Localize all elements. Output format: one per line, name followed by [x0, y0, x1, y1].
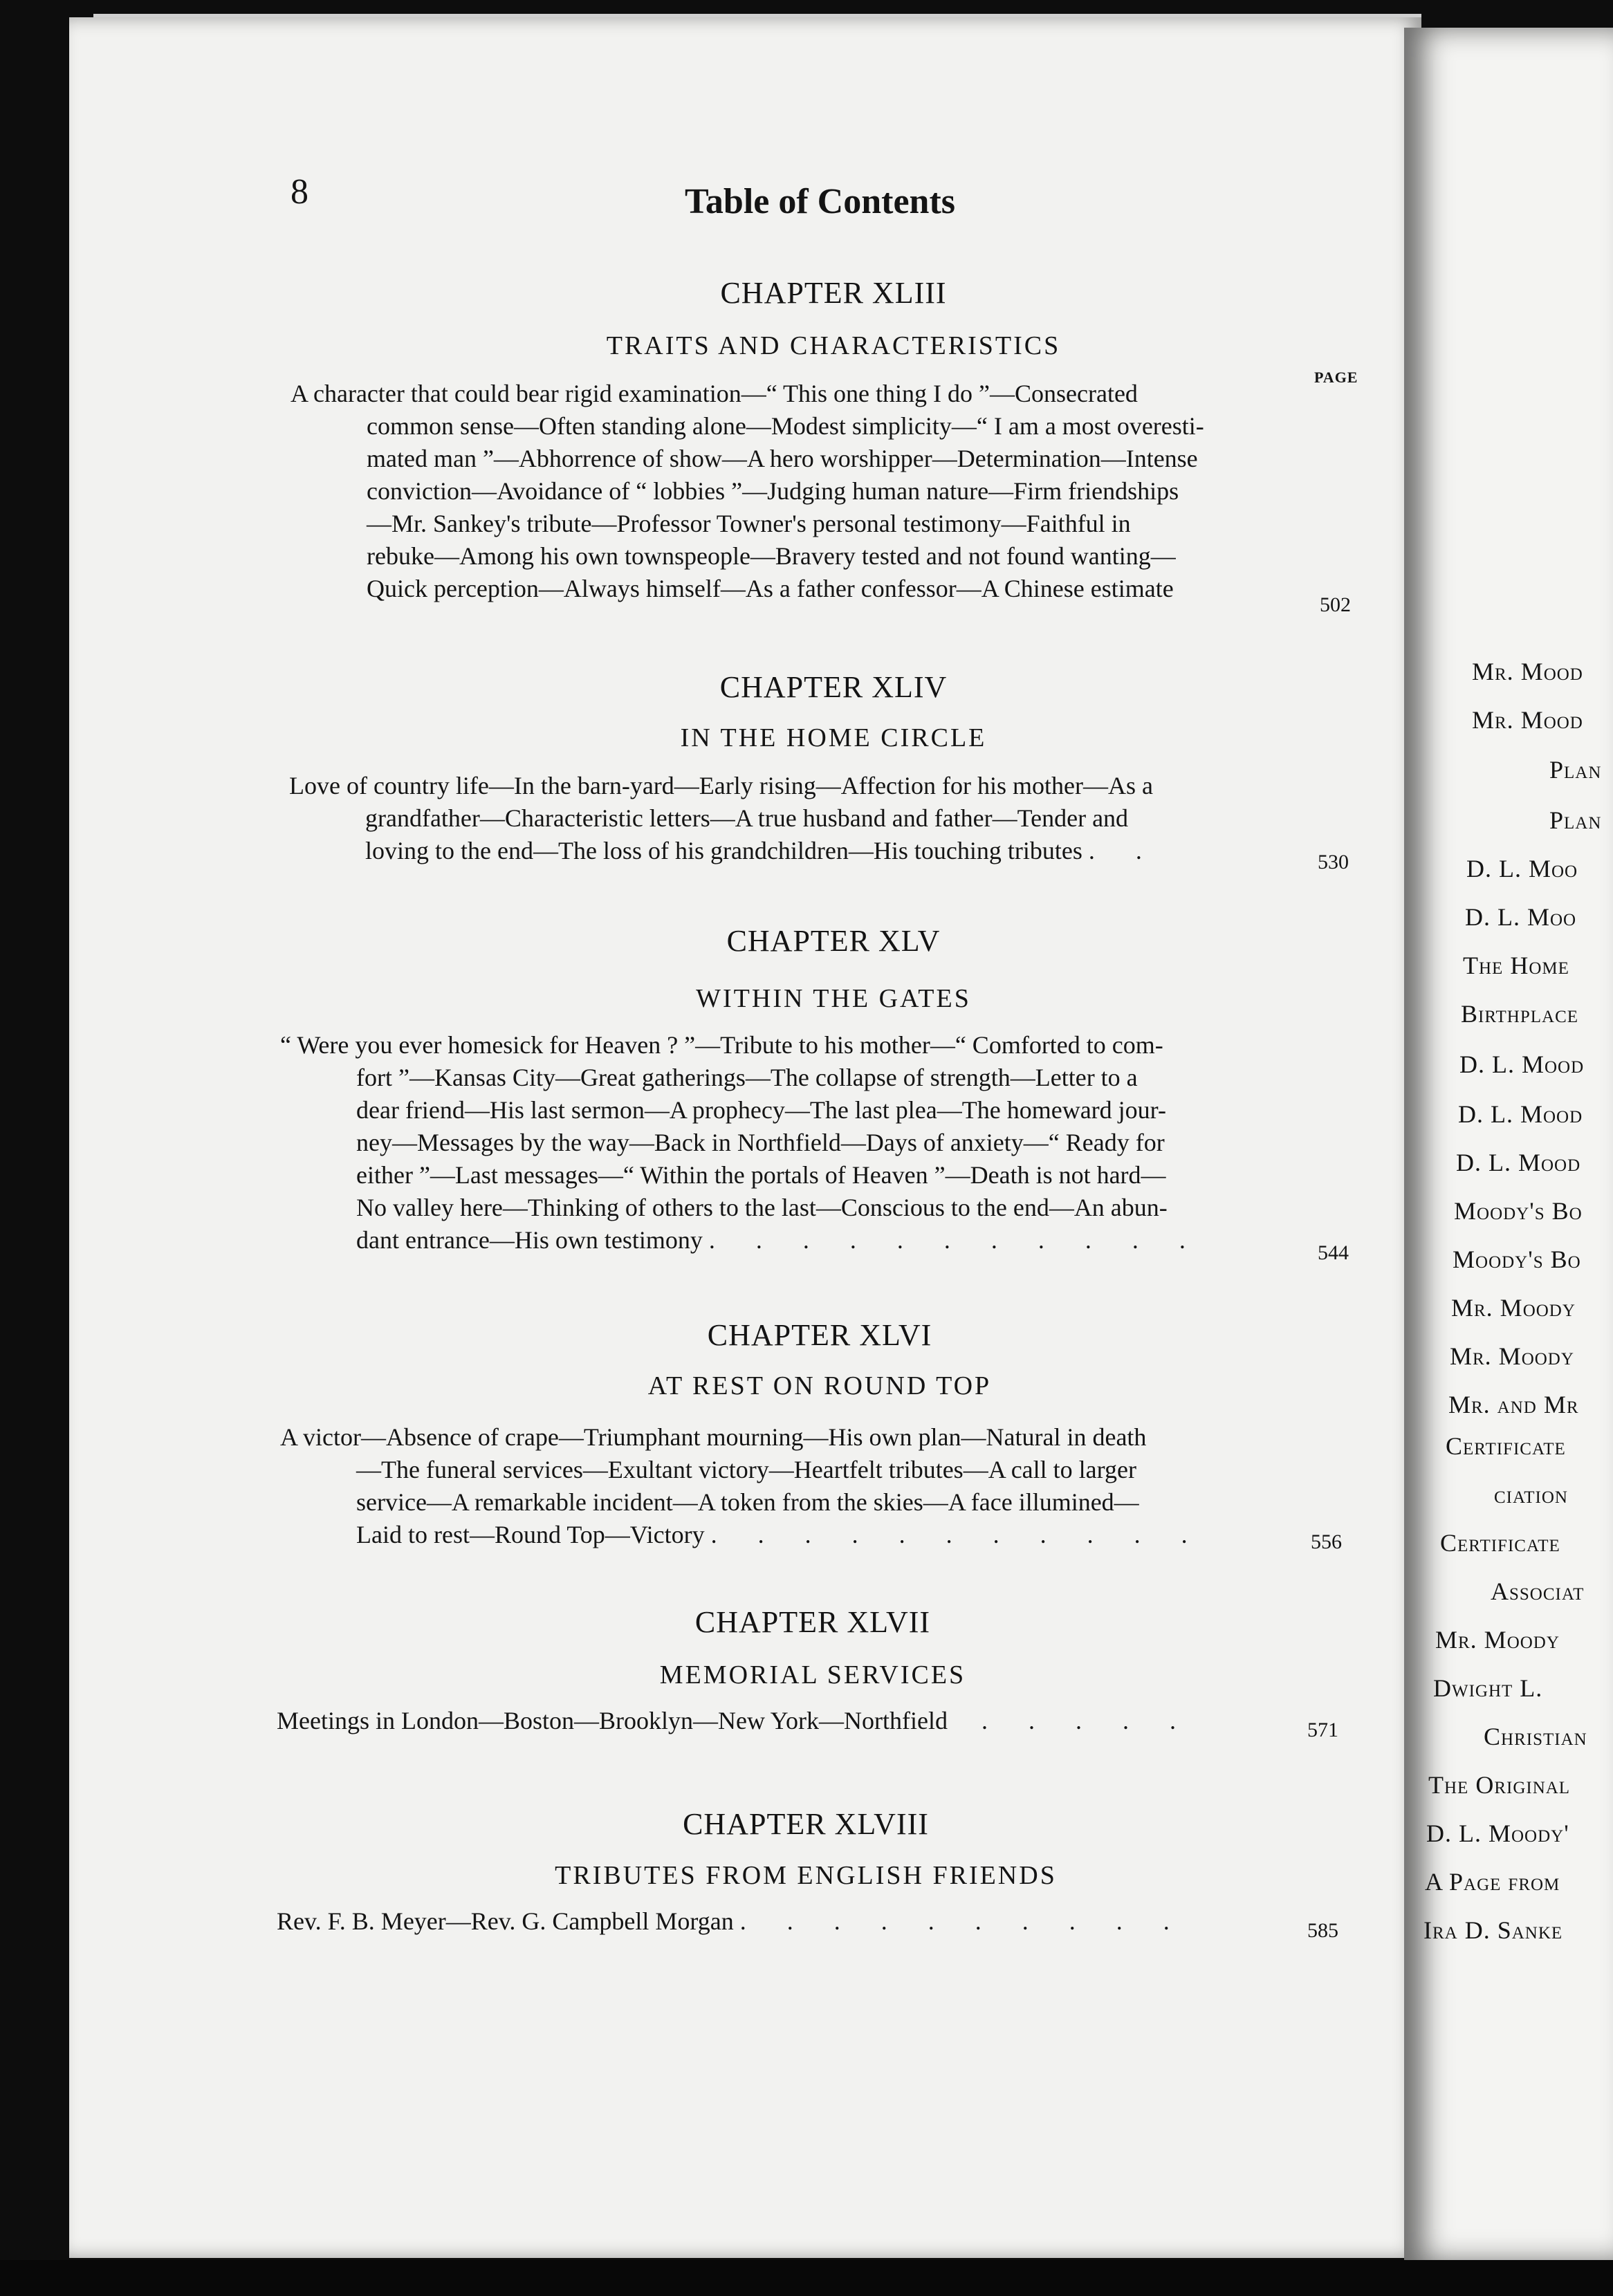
entry-line: common sense—Often standing alone—Modest simplicity—“ I am a most overesti-	[367, 412, 1204, 440]
facing-page-line: Associat	[1491, 1577, 1585, 1605]
facing-page-line: The Original	[1428, 1771, 1571, 1799]
dot-leader: . . . . . . . . . .	[739, 1907, 1187, 1935]
facing-page-line: Moody's Bo	[1453, 1246, 1581, 1273]
entry-line	[277, 1705, 1193, 1737]
entry-line-text: loving to the end—The loss of his grandchildren—His touching tributes	[365, 837, 1082, 864]
dot-leader: . .	[1088, 837, 1159, 864]
chapter-heading: CHAPTER XLV	[726, 924, 941, 958]
dot-leader: . . . . . . . . . . .	[710, 1521, 1205, 1548]
chapter-entry	[289, 770, 1159, 867]
facing-page-line: Mr. Moody	[1451, 1294, 1576, 1322]
entry-line-text: Laid to rest—Round Top—Victory	[356, 1521, 705, 1548]
facing-page-line: The Home	[1463, 952, 1569, 979]
chapter-entry	[277, 1705, 1193, 1737]
chapter-subtitle: TRAITS AND CHARACTERISTICS	[606, 331, 1061, 360]
chapter-heading: CHAPTER XLIII	[720, 276, 947, 310]
entry-line	[289, 835, 1159, 867]
facing-page-line: Mr. Moody	[1435, 1626, 1560, 1654]
entry-line: grandfather—Characteristic letters—A true husband and father—Tender and	[365, 804, 1129, 832]
entry-line: A victor—Absence of crape—Triumphant mourning—His own plan—Natural in death	[280, 1423, 1147, 1451]
facing-page-line: D. L. Moo	[1466, 855, 1578, 882]
entry-line: mated man ”—Abhorrence of show—A hero worshipper—Determination—Intense	[367, 445, 1198, 472]
entry-line: Quick perception—Always himself—As a father confessor—A Chinese estimate	[367, 575, 1174, 602]
page-reference: 585	[1307, 1919, 1338, 1942]
entry-line: rebuke—Among his own townspeople—Bravery tested and not found wanting—	[367, 542, 1176, 570]
facing-page-line: Mr. Mood	[1472, 658, 1583, 685]
entry-line: fort ”—Kansas City—Great gatherings—The collapse of strength—Letter to a	[356, 1064, 1138, 1091]
running-head: Table of Contents	[685, 182, 956, 221]
chapter-entry	[291, 378, 1204, 605]
chapter-subtitle: MEMORIAL SERVICES	[659, 1660, 966, 1689]
chapter-subtitle: AT REST ON ROUND TOP	[647, 1371, 992, 1400]
entry-line-text: Rev. F. B. Meyer—Rev. G. Campbell Morgan	[277, 1907, 734, 1935]
facing-page-line: Dwight L.	[1433, 1674, 1543, 1702]
chapter-subtitle: IN THE HOME CIRCLE	[680, 723, 987, 752]
entry-line: —The funeral services—Exultant victory—Heartfelt tributes—A call to larger	[356, 1456, 1136, 1483]
scan-bottom-border	[0, 2260, 1613, 2296]
entry-line-text: dant entrance—His own testimony	[356, 1226, 703, 1254]
page-reference: 530	[1318, 851, 1349, 873]
chapter-entry	[277, 1905, 1187, 1938]
facing-page-line: Mr. Moody	[1450, 1342, 1574, 1370]
page-number: 8	[291, 172, 308, 212]
facing-page-line: A Page from	[1425, 1868, 1560, 1896]
entry-line: either ”—Last messages—“ Within the portals of Heaven ”—Death is not hard—	[356, 1161, 1166, 1189]
dot-leader: . . . . . . . . . . .	[708, 1226, 1203, 1254]
chapter-entry	[280, 1029, 1203, 1257]
facing-page-line: D. L. Mood	[1458, 1100, 1583, 1128]
chapter-heading: CHAPTER XLVI	[707, 1318, 932, 1352]
entry-line: conviction—Avoidance of “ lobbies ”—Judging human nature—Firm friendships	[367, 477, 1179, 505]
facing-page-line: Mr. Mood	[1472, 706, 1583, 734]
entry-line-text: Meetings in London—Boston—Brooklyn—New York—Northfield	[277, 1707, 948, 1734]
chapter-heading: CHAPTER XLVIII	[683, 1807, 929, 1841]
facing-page-line: Moody's Bo	[1454, 1197, 1583, 1225]
chapter-subtitle: WITHIN THE GATES	[696, 984, 971, 1013]
facing-page-line: Christian	[1484, 1723, 1587, 1750]
page-column-label: PAGE	[1314, 369, 1358, 386]
chapter-subtitle: TRIBUTES FROM ENGLISH FRIENDS	[555, 1861, 1057, 1890]
facing-page-line: Ira D. Sanke	[1423, 1916, 1563, 1944]
entry-line	[280, 1519, 1205, 1551]
chapter-heading: CHAPTER XLVII	[694, 1605, 931, 1639]
chapter-entry	[280, 1421, 1205, 1551]
facing-page-line: Mr. and Mr	[1448, 1391, 1579, 1418]
entry-line: dear friend—His last sermon—A prophecy—The last plea—The homeward jour-	[356, 1096, 1166, 1124]
entry-line: “ Were you ever homesick for Heaven ? ”—Tribute to his mother—“ Comforted to com-	[280, 1031, 1163, 1059]
page-reference: 502	[1320, 593, 1351, 616]
page-reference: 556	[1311, 1530, 1342, 1553]
page-reference: 571	[1307, 1719, 1338, 1741]
entry-line	[280, 1224, 1203, 1257]
chapter-heading: CHAPTER XLIV	[719, 670, 948, 704]
entry-line: —Mr. Sankey's tribute—Professor Towner's personal testimony—Faithful in	[367, 510, 1131, 537]
facing-page-line: D. L. Moo	[1465, 903, 1577, 931]
entry-line: A character that could bear rigid examination—“ This one thing I do ”—Consecrated	[291, 380, 1138, 407]
facing-page-line: Birthplace	[1461, 1000, 1579, 1028]
facing-page-line: D. L. Mood	[1456, 1149, 1581, 1176]
page-reference: 544	[1318, 1241, 1349, 1264]
facing-page-line: Certificate	[1440, 1529, 1560, 1557]
facing-page-line: D. L. Moody'	[1426, 1820, 1569, 1847]
entry-line: Love of country life—In the barn-yard—Early rising—Affection for his mother—As a	[289, 772, 1153, 799]
facing-page-line: ciation	[1494, 1481, 1568, 1508]
entry-line: service—A remarkable incident—A token from the skies—A face illumined—	[356, 1488, 1139, 1516]
facing-page-line: Plan	[1549, 806, 1602, 834]
facing-page-line: Plan	[1549, 756, 1602, 784]
entry-line: ney—Messages by the way—Back in Northfield—Days of anxiety—“ Ready for	[356, 1129, 1165, 1156]
entry-line	[277, 1905, 1187, 1938]
dot-leader: . . . . .	[981, 1707, 1193, 1734]
facing-page-line: Certificate	[1446, 1432, 1566, 1460]
facing-page-line: D. L. Mood	[1459, 1050, 1585, 1078]
entry-line: No valley here—Thinking of others to the last—Conscious to the end—An abun-	[356, 1194, 1168, 1221]
